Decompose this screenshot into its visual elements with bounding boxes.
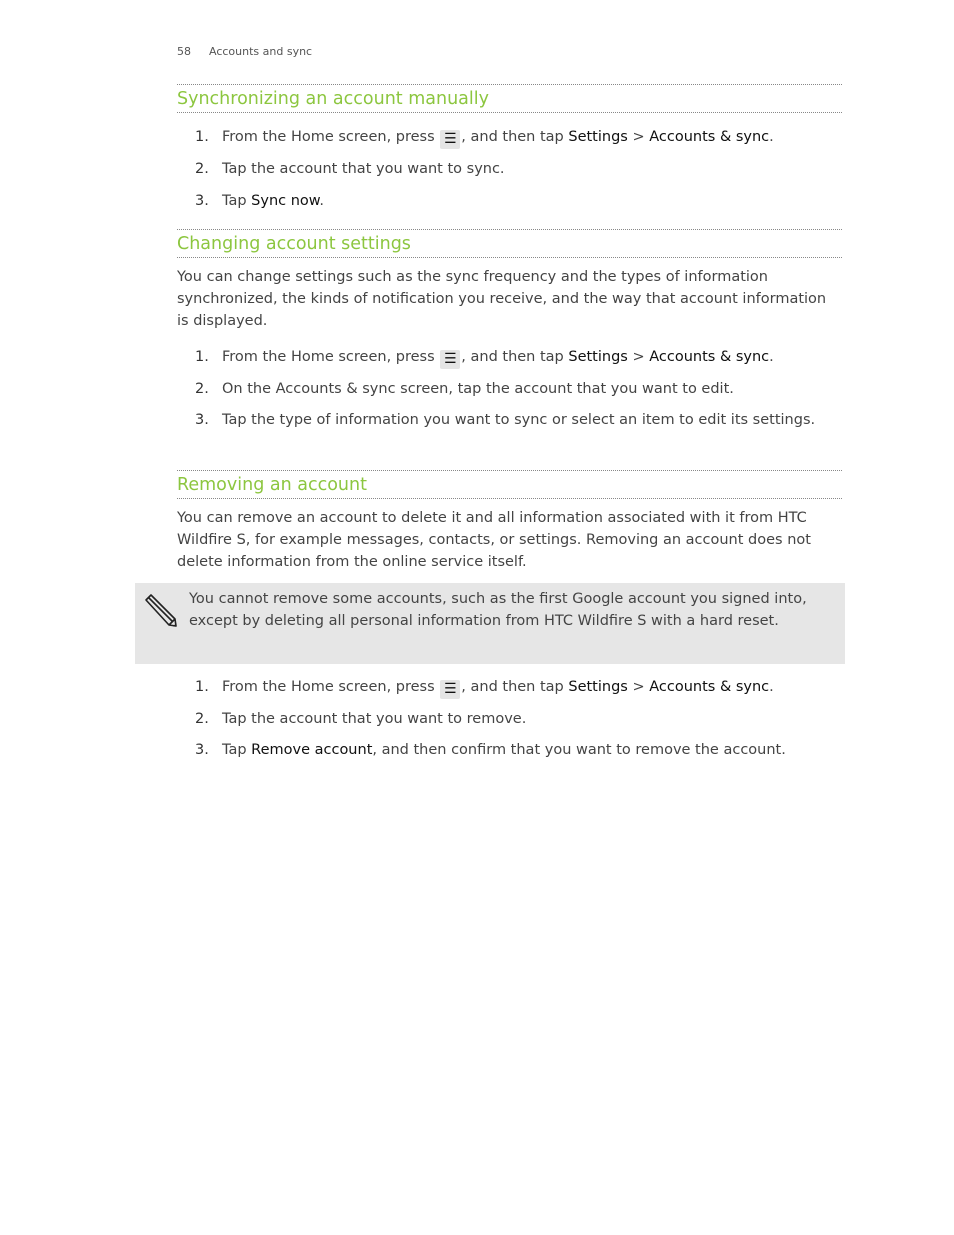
section-change-settings [177,229,842,431]
step-text: , and then tap [461,129,569,145]
step-number: 3. [195,742,209,758]
remove-account-ui-label: Remove account [251,742,373,758]
step-item [177,126,842,149]
step-text: Tap the type of information you want to sync or select an item to edit its settings. [222,412,816,428]
step-text: Tap [222,742,252,758]
step-item [177,190,842,212]
steps-list [177,126,842,212]
section-title: Synchronizing an account manually [177,84,842,113]
note-box [135,583,845,664]
settings-ui-label: Settings [568,129,628,145]
accounts-sync-ui-label: Accounts & sync [649,679,770,695]
step-item [177,378,842,400]
page-number: 58 [177,45,191,58]
step-number: 3. [195,193,209,209]
menu-key-icon: ☰ [440,350,460,369]
step-number: 2. [195,161,209,177]
accounts-sync-ui-label: Accounts & sync [649,129,770,145]
step-text: . [769,129,774,145]
step-separator: > [627,679,650,695]
step-text: , and then tap [461,349,569,365]
section-intro: You can change settings such as the sync frequency and the types of information synchronized, the kinds of notification you receive, and the way that account information is displayed. [177,269,827,329]
step-number: 1. [195,679,209,695]
pencil-icon [143,593,177,627]
chapter-title: Accounts and sync [209,45,313,58]
step-number: 3. [195,412,209,428]
step-item [177,676,842,699]
section-remove-steps [177,676,842,761]
step-number: 2. [195,381,209,397]
menu-key-icon: ☰ [440,130,460,149]
step-text: , and then confirm that you want to remove the account. [372,742,786,758]
step-text: On the Accounts & sync screen, tap the account that you want to edit. [222,381,734,397]
steps-list [177,346,842,431]
step-text: From the Home screen, press [222,129,440,145]
step-text: From the Home screen, press [222,679,440,695]
step-text: . [319,193,324,209]
section-title: Removing an account [177,470,842,499]
section-title: Changing account settings [177,229,842,258]
step-number: 2. [195,711,209,727]
step-text: Tap the account that you want to sync. [222,161,505,177]
settings-ui-label: Settings [568,679,628,695]
step-item [177,346,842,369]
step-item [177,409,842,431]
step-item [177,158,842,180]
step-text: Tap [222,193,252,209]
section-intro: You can remove an account to delete it and all information associated with it from HTC Wildfire S, for example messages, contacts, or settings. Removing an account does not delete information from the online service itself. [177,510,811,570]
step-text: . [769,679,774,695]
step-item [177,708,842,730]
step-text: From the Home screen, press [222,349,440,365]
step-text: Tap the account that you want to remove. [222,711,527,727]
page-header [177,45,312,58]
section-sync-manual [177,84,842,212]
note-text: You cannot remove some accounts, such as the first Google account you signed into, except by deleting all personal information from HTC Wildfire S with a hard reset. [189,591,807,629]
step-text: , and then tap [461,679,569,695]
step-item [177,739,842,761]
step-text: . [769,349,774,365]
step-number: 1. [195,129,209,145]
steps-list [177,676,842,761]
section-remove-account [177,470,842,573]
sync-now-ui-label: Sync now [251,193,320,209]
settings-ui-label: Settings [568,349,628,365]
step-number: 1. [195,349,209,365]
step-separator: > [627,349,650,365]
menu-key-icon: ☰ [440,680,460,699]
step-separator: > [627,129,650,145]
accounts-sync-ui-label: Accounts & sync [649,349,770,365]
